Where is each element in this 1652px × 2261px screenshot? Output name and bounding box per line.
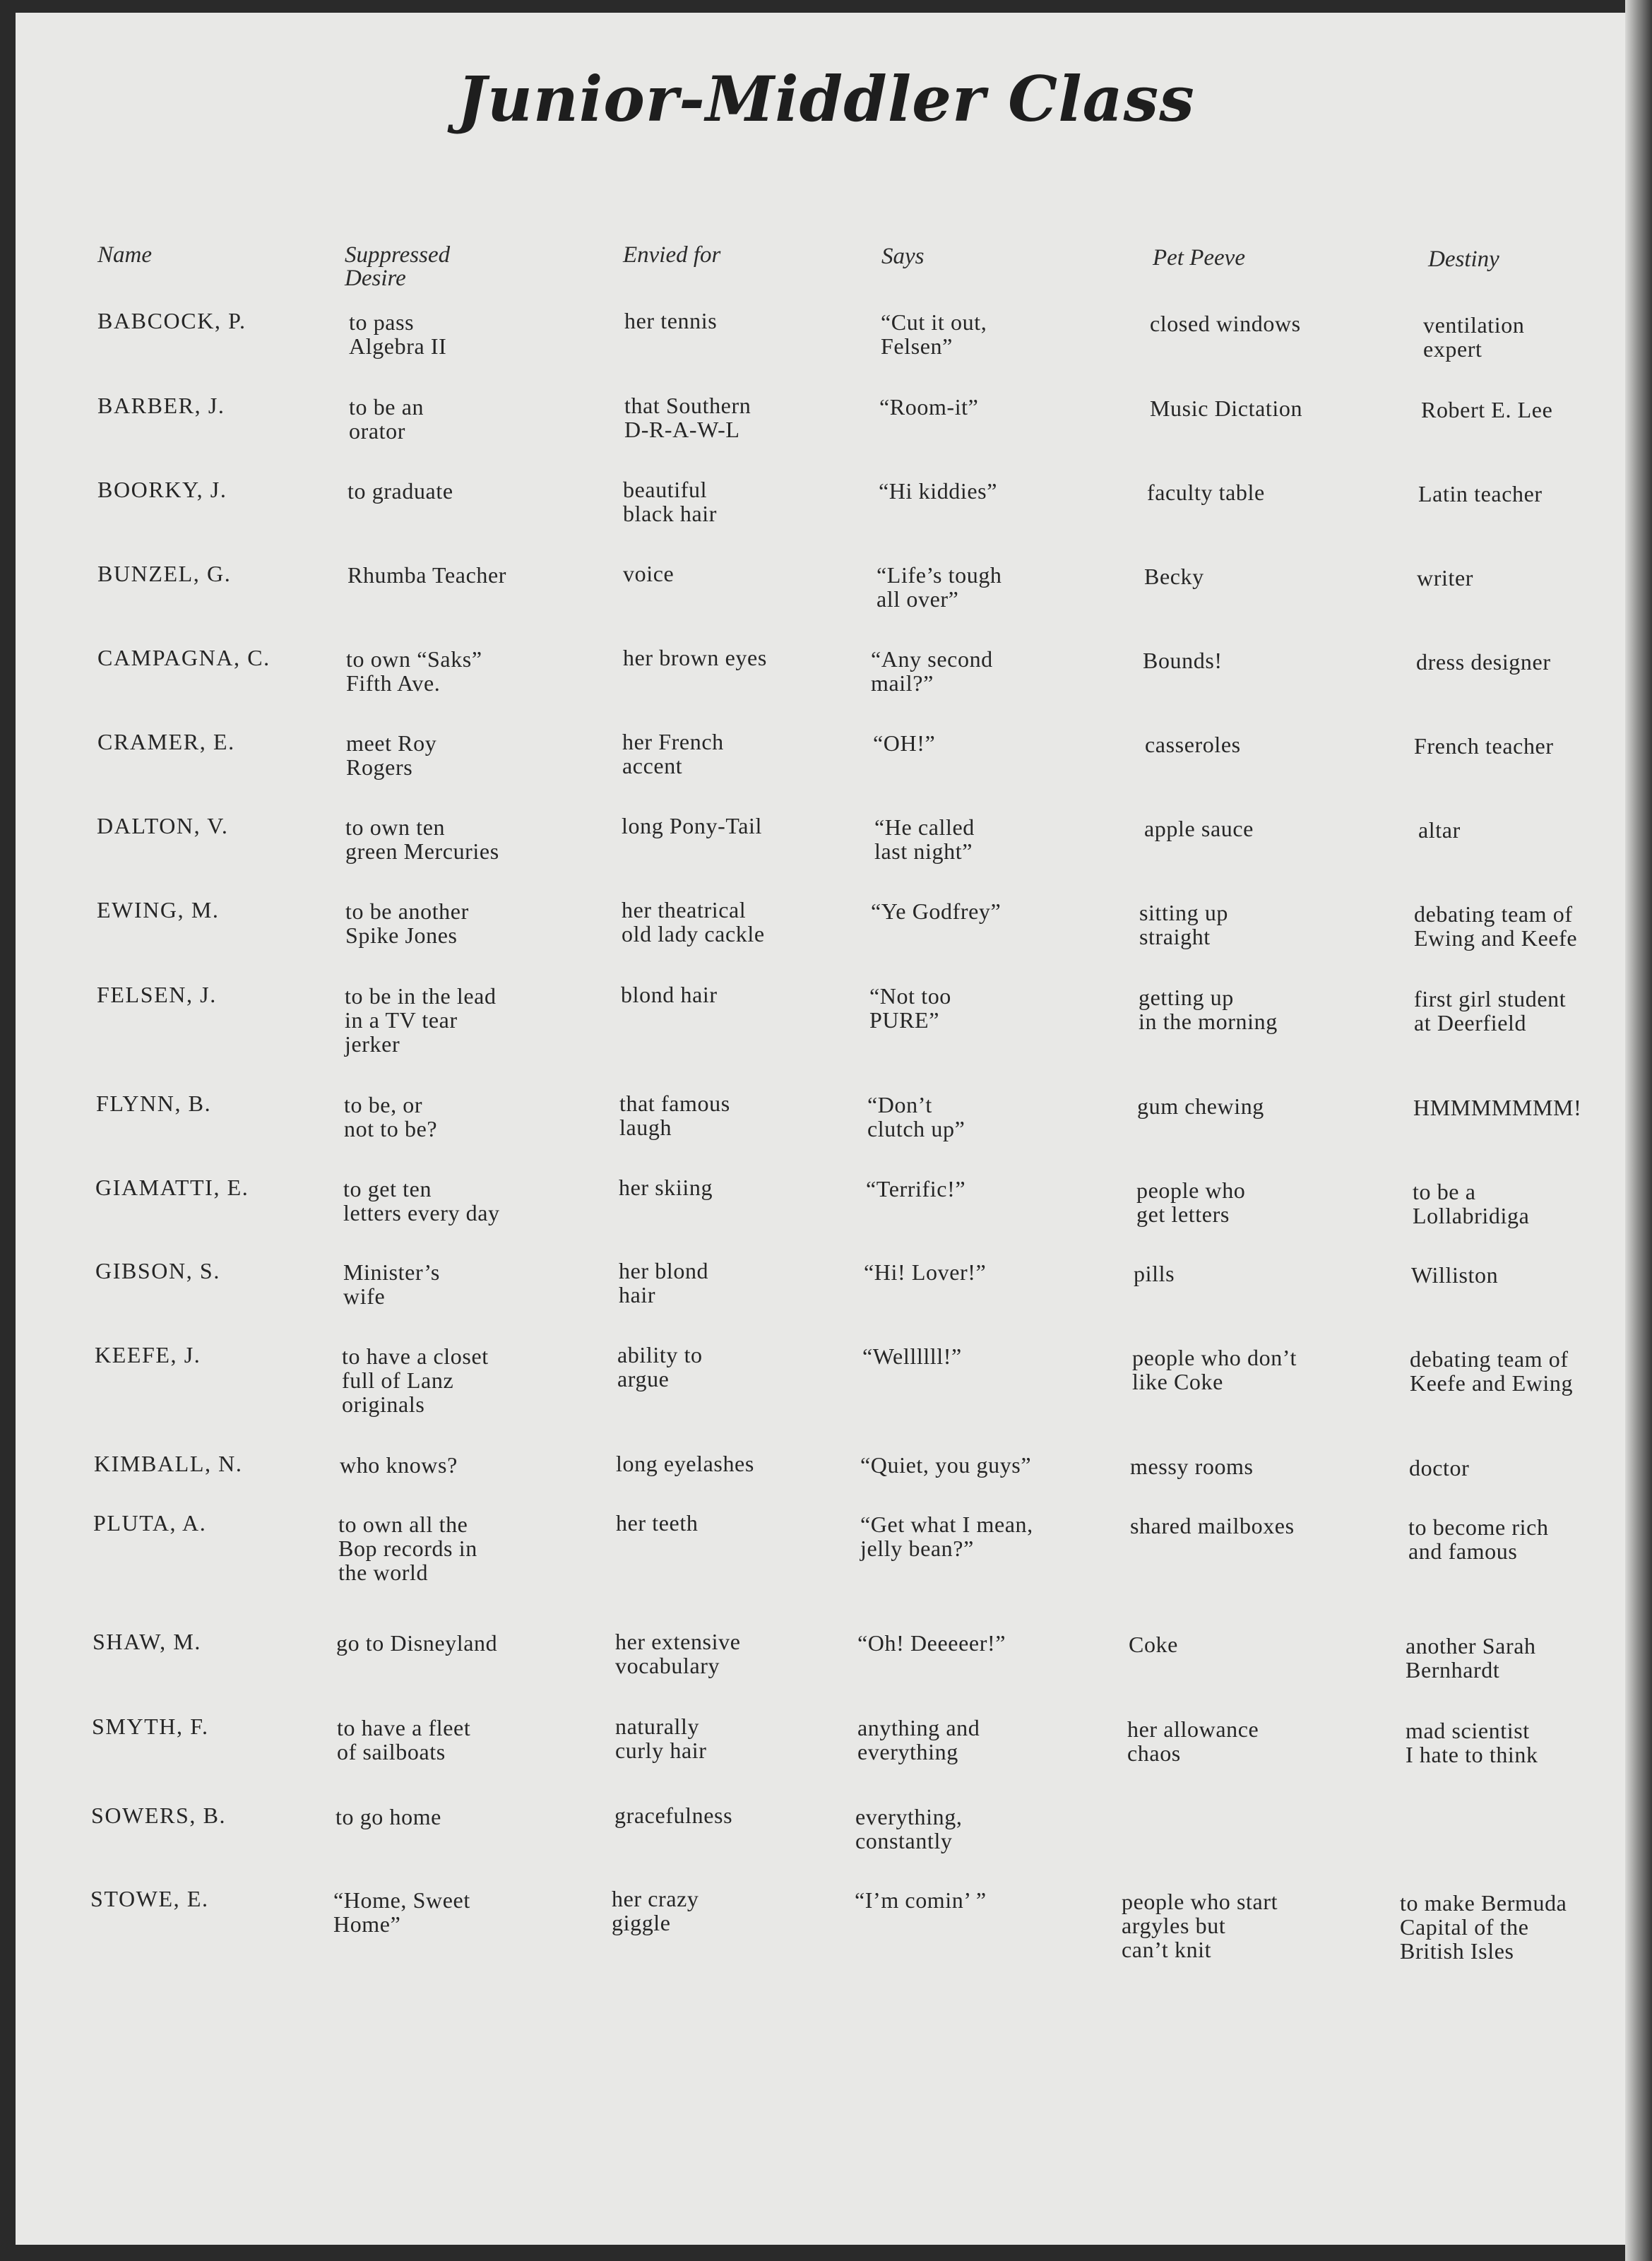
cell-peeve: people who get letters bbox=[1136, 1177, 1246, 1227]
cell-destiny: mad scientist I hate to think bbox=[1406, 1718, 1538, 1767]
header-destiny: Destiny bbox=[1428, 247, 1499, 272]
cell-name: PLUTA, A. bbox=[93, 1510, 207, 1536]
cell-peeve: shared mailboxes bbox=[1130, 1513, 1295, 1538]
header-desire: Suppressed Desire bbox=[345, 242, 451, 291]
cell-peeve: faculty table bbox=[1147, 480, 1265, 505]
cell-envied: beautiful black hair bbox=[623, 477, 718, 526]
cell-desire: to pass Algebra II bbox=[349, 309, 447, 359]
cell-peeve: closed windows bbox=[1150, 311, 1301, 336]
cell-says: “Quiet, you guys” bbox=[860, 1452, 1032, 1478]
cell-says: “Not too PURE” bbox=[869, 983, 951, 1033]
cell-peeve: Bounds! bbox=[1143, 648, 1223, 673]
cell-says: “Ye Godfrey” bbox=[871, 898, 1002, 924]
header-says: Says bbox=[881, 244, 925, 269]
cell-destiny: to become rich and famous bbox=[1408, 1514, 1549, 1564]
cell-destiny: Latin teacher bbox=[1418, 481, 1543, 506]
cell-peeve: gum chewing bbox=[1137, 1093, 1264, 1119]
cell-envied: that Southern D-R-A-W-L bbox=[624, 393, 751, 442]
cell-says: everything, constantly bbox=[855, 1804, 963, 1853]
cell-name: CRAMER, E. bbox=[97, 729, 235, 754]
cell-envied: gracefulness bbox=[614, 1803, 733, 1828]
cell-envied: her extensive vocabulary bbox=[615, 1629, 741, 1678]
cell-peeve: her allowance chaos bbox=[1127, 1716, 1259, 1766]
cell-name: SOWERS, B. bbox=[91, 1803, 227, 1828]
header-name: Name bbox=[97, 242, 152, 268]
cell-desire: to own ten green Mercuries bbox=[345, 814, 499, 864]
cell-destiny: writer bbox=[1417, 565, 1474, 591]
cell-name: KIMBALL, N. bbox=[94, 1451, 243, 1476]
header-peeve: Pet Peeve bbox=[1153, 245, 1245, 271]
cell-name: BOORKY, J. bbox=[97, 477, 227, 502]
cell-peeve: casseroles bbox=[1145, 732, 1241, 757]
cell-envied: blond hair bbox=[621, 982, 718, 1007]
cell-says: “OH!” bbox=[873, 730, 936, 756]
cell-envied: her theatrical old lady cackle bbox=[622, 897, 765, 946]
cell-says: “He called last night” bbox=[874, 814, 975, 864]
page-title: Junior-Middler Class bbox=[457, 62, 1195, 136]
cell-says: “Oh! Deeeeer!” bbox=[857, 1630, 1006, 1656]
cell-desire: Rhumba Teacher bbox=[347, 562, 507, 588]
cell-name: BUNZEL, G. bbox=[97, 561, 232, 586]
cell-says: “Get what I mean, jelly bean?” bbox=[860, 1512, 1033, 1561]
cell-desire: Minister’s wife bbox=[343, 1259, 440, 1309]
cell-name: GIAMATTI, E. bbox=[95, 1175, 249, 1200]
cell-destiny: HMMMMMMM! bbox=[1413, 1095, 1582, 1120]
cell-says: “Hi! Lover!” bbox=[864, 1259, 987, 1285]
cell-destiny: first girl student at Deerfield bbox=[1414, 986, 1567, 1035]
cell-destiny: doctor bbox=[1409, 1455, 1470, 1480]
cell-desire: to have a closet full of Lanz originals bbox=[342, 1343, 489, 1417]
cell-says: “Life’s tough all over” bbox=[876, 562, 1002, 612]
cell-destiny: to be a Lollabridiga bbox=[1413, 1179, 1530, 1228]
cell-peeve: messy rooms bbox=[1130, 1454, 1254, 1479]
cell-desire: to be an orator bbox=[349, 394, 424, 444]
cell-desire: to own “Saks” Fifth Ave. bbox=[346, 646, 482, 696]
cell-says: “Any second mail?” bbox=[871, 646, 993, 696]
cell-envied: her teeth bbox=[616, 1510, 699, 1536]
cell-envied: naturally curly hair bbox=[615, 1714, 707, 1763]
cell-envied: her French accent bbox=[622, 729, 724, 778]
cell-destiny: ventilation expert bbox=[1423, 312, 1525, 362]
cell-desire: to be another Spike Jones bbox=[345, 898, 469, 948]
cell-says: “Terrific!” bbox=[866, 1176, 966, 1201]
cell-destiny: altar bbox=[1418, 817, 1461, 843]
cell-desire: go to Disneyland bbox=[336, 1630, 498, 1656]
cell-envied: her crazy giggle bbox=[612, 1886, 699, 1935]
cell-peeve: getting up in the morning bbox=[1139, 985, 1278, 1034]
cell-destiny: debating team of Ewing and Keefe bbox=[1414, 901, 1578, 951]
cell-envied: ability to argue bbox=[617, 1342, 703, 1391]
cell-name: FELSEN, J. bbox=[97, 982, 217, 1007]
cell-destiny: debating team of Keefe and Ewing bbox=[1410, 1346, 1574, 1396]
cell-desire: meet Roy Rogers bbox=[346, 730, 437, 780]
cell-peeve: people who don’t like Coke bbox=[1132, 1345, 1297, 1394]
cell-destiny: another Sarah Bernhardt bbox=[1406, 1633, 1536, 1683]
cell-peeve: people who start argyles but can’t knit bbox=[1122, 1889, 1278, 1962]
cell-envied: her tennis bbox=[624, 308, 718, 333]
cell-peeve: sitting up straight bbox=[1139, 900, 1229, 949]
cell-destiny: Williston bbox=[1411, 1262, 1499, 1288]
cell-envied: that famous laugh bbox=[619, 1091, 730, 1140]
cell-name: GIBSON, S. bbox=[95, 1258, 220, 1283]
cell-says: “Hi kiddies” bbox=[879, 478, 998, 504]
cell-envied: long Pony-Tail bbox=[622, 813, 763, 838]
header-envied: Envied for bbox=[623, 242, 721, 268]
cell-envied: her skiing bbox=[619, 1175, 713, 1200]
cell-peeve: Music Dictation bbox=[1150, 396, 1303, 421]
cell-name: SHAW, M. bbox=[93, 1629, 201, 1654]
cell-destiny: dress designer bbox=[1416, 649, 1551, 675]
cell-name: FLYNN, B. bbox=[96, 1091, 212, 1116]
cell-peeve: Coke bbox=[1129, 1632, 1178, 1657]
cell-envied: long eyelashes bbox=[616, 1451, 754, 1476]
cell-name: BARBER, J. bbox=[97, 393, 225, 418]
cell-desire: to be in the lead in a TV tear jerker bbox=[345, 983, 497, 1057]
cell-desire: to own all the Bop records in the world bbox=[338, 1512, 477, 1585]
cell-says: “Wellllll!” bbox=[862, 1343, 962, 1369]
cell-desire: to graduate bbox=[347, 478, 453, 504]
cell-peeve: apple sauce bbox=[1144, 816, 1254, 841]
cell-name: CAMPAGNA, C. bbox=[97, 645, 271, 670]
cell-says: “Room-it” bbox=[879, 394, 979, 420]
page-edge bbox=[1625, 0, 1652, 2261]
cell-envied: voice bbox=[623, 561, 675, 586]
cell-desire: “Home, Sweet Home” bbox=[333, 1887, 470, 1937]
cell-says: anything and everything bbox=[857, 1715, 980, 1764]
cell-destiny: French teacher bbox=[1414, 733, 1554, 759]
cell-desire: to go home bbox=[335, 1804, 441, 1829]
cell-name: EWING, M. bbox=[97, 897, 220, 922]
cell-name: DALTON, V. bbox=[97, 813, 229, 838]
cell-desire: to be, or not to be? bbox=[344, 1092, 438, 1141]
cell-destiny: Robert E. Lee bbox=[1421, 397, 1553, 422]
cell-peeve: Becky bbox=[1144, 564, 1204, 589]
cell-says: “I’m comin’ ” bbox=[855, 1887, 987, 1913]
cell-name: KEEFE, J. bbox=[95, 1342, 201, 1367]
cell-desire: who knows? bbox=[340, 1452, 458, 1478]
cell-peeve: pills bbox=[1134, 1261, 1175, 1286]
cell-name: SMYTH, F. bbox=[92, 1714, 209, 1739]
cell-says: “Cut it out, Felsen” bbox=[881, 309, 987, 359]
cell-desire: to have a fleet of sailboats bbox=[337, 1715, 471, 1764]
cell-envied: her brown eyes bbox=[623, 645, 767, 670]
cell-says: “Don’t clutch up” bbox=[867, 1092, 965, 1141]
cell-name: BABCOCK, P. bbox=[97, 308, 246, 333]
cell-desire: to get ten letters every day bbox=[343, 1176, 500, 1226]
cell-envied: her blond hair bbox=[619, 1258, 709, 1307]
page bbox=[16, 13, 1626, 2245]
cell-name: STOWE, E. bbox=[90, 1886, 209, 1911]
cell-destiny: to make Bermuda Capital of the British Isles bbox=[1400, 1890, 1567, 1964]
